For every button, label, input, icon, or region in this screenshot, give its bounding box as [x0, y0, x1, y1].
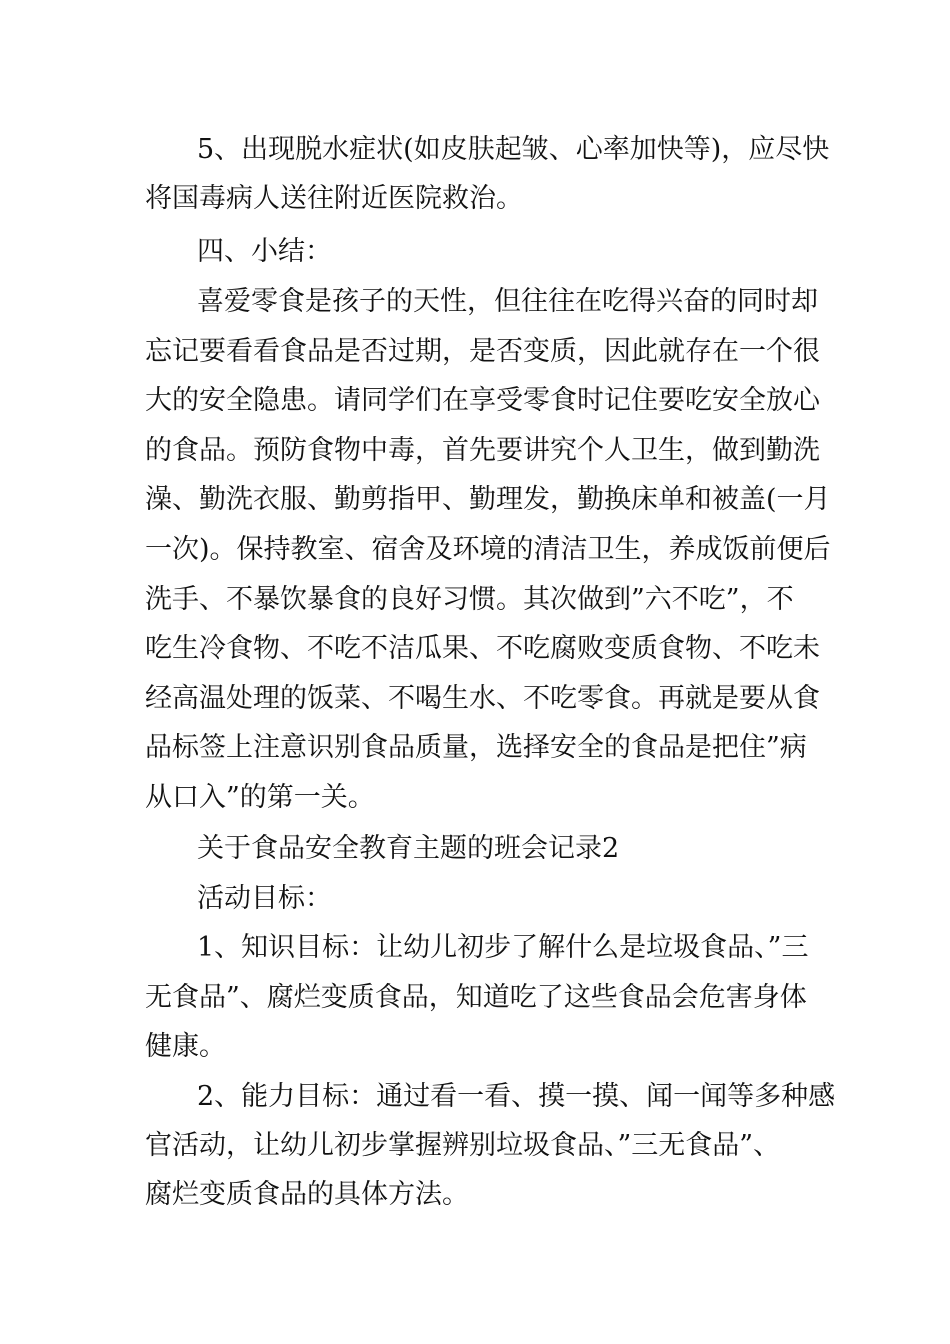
text-line: 健康。 [145, 1031, 226, 1062]
text-line: 从口入”的第一关。 [145, 782, 375, 813]
text-line: 经高温处理的饭菜、不喝生水、不吃零食。再就是要从食 [145, 683, 820, 714]
text-line: 的食品。预防食物中毒，首先要讲究个人卫生，做到勤洗 [145, 435, 820, 466]
text-line: 大的安全隐患。请同学们在享受零食时记住要吃安全放心 [145, 385, 820, 416]
section-heading: 四、小结： [197, 236, 332, 267]
text-line: 官活动，让幼儿初步掌握辨别垃圾食品、”三无食品”、 [145, 1130, 781, 1161]
text-line: 无食品”、腐烂变质食品，知道吃了这些食品会危害身体 [145, 982, 807, 1013]
section-heading: 活动目标： [197, 883, 332, 914]
text-line: 澡、勤洗衣服、勤剪指甲、勤理发，勤换床单和被盖(一月 [145, 484, 831, 515]
text-line: 5、出现脱水症状(如皮肤起皱、心率加快等)，应尽快 [197, 134, 830, 165]
text-line: 2、能力目标：通过看一看、摸一摸、闻一闻等多种感 [197, 1081, 836, 1112]
text-line: 腐烂变质食品的具体方法。 [145, 1179, 469, 1210]
text-line: 洗手、不暴饮暴食的良好习惯。其次做到”六不吃”，不 [145, 584, 794, 615]
text-line: 吃生冷食物、不吃不洁瓜果、不吃腐败变质食物、不吃未 [145, 633, 820, 664]
text-line: 一次)。保持教室、宿舍及环境的清洁卫生，养成饭前便后 [145, 534, 831, 565]
section-title: 关于食品安全教育主题的班会记录2 [197, 833, 620, 864]
text-line: 将国毒病人送往附近医院救治。 [145, 183, 523, 214]
text-line: 1、知识目标：让幼儿初步了解什么是垃圾食品、”三 [197, 932, 809, 963]
text-line: 忘记要看看食品是否过期，是否变质，因此就存在一个很 [145, 336, 820, 367]
text-line: 品标签上注意识别食品质量，选择安全的食品是把住”病 [145, 732, 807, 763]
text-line: 喜爱零食是孩子的天性，但往往在吃得兴奋的同时却 [197, 286, 818, 317]
